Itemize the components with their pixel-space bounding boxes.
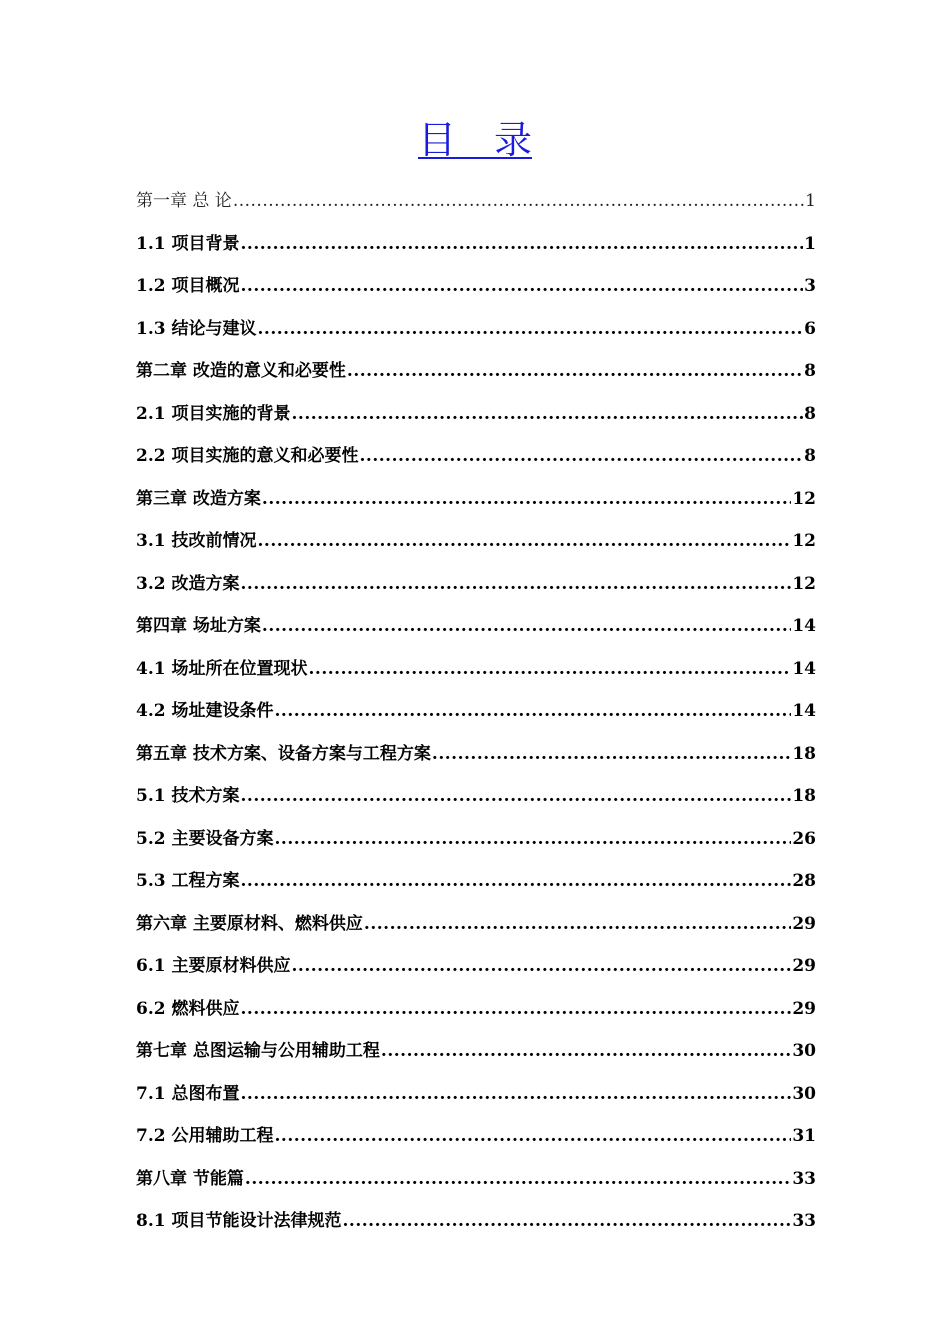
toc-entry[interactable] [136,350,816,393]
toc-entry-label: 1.2 项目概况 [136,276,240,296]
toc-entry-label: 8.1 项目节能设计法律规范 [136,1211,342,1231]
toc-entry-page-number: 30 [792,1041,816,1061]
toc-entry-page-number: 29 [792,998,816,1019]
toc-dot-leader [275,690,792,733]
toc-entry-label: 5.2 主要设备方案 [136,828,274,849]
toc-entry-page-number: 33 [792,1168,816,1189]
toc-entry[interactable] [136,1200,816,1243]
toc-entry-label: 第二章 改造的意义和必要性 [136,361,346,381]
toc-entry-label: 5.3 工程方案 [136,871,240,891]
toc-entry-page-number: 18 [792,786,816,806]
toc-dot-leader [360,435,804,478]
toc-entry-label: 3.1 技改前情况 [136,531,257,551]
toc-entry-label: 4.2 场址建设条件 [136,701,274,721]
toc-entry-label: 5.1 技术方案 [136,786,240,806]
toc-entry[interactable] [136,1073,816,1116]
toc-title [0,112,950,168]
toc-dot-leader [241,988,792,1031]
toc-entry-label: 1.1 项目背景 [136,233,240,254]
toc-entry[interactable] [136,1030,816,1073]
toc-entry[interactable] [136,988,816,1031]
toc-entry-label: 1.3 结论与建议 [136,318,257,339]
toc-entry-page-number: 12 [792,488,816,509]
toc-dot-leader [343,1200,792,1243]
toc-entry-label: 第八章 节能篇 [136,1168,244,1189]
toc-dot-leader [364,903,791,946]
toc-entry-label: 2.2 项目实施的意义和必要性 [136,446,359,466]
toc-entry-label: 第三章 改造方案 [136,488,261,509]
toc-entry[interactable] [136,563,816,606]
toc-entry-page-number: 12 [792,531,816,551]
toc-entry-label: 7.2 公用辅助工程 [136,1126,274,1146]
toc-entry-page-number: 8 [804,361,816,381]
toc-dot-leader [241,223,804,266]
toc-dot-leader [241,860,792,903]
toc-entry[interactable] [136,818,816,861]
toc-dot-leader [245,1158,791,1201]
toc-entry-label: 4.1 场址所在位置现状 [136,658,308,679]
toc-dot-leader [292,945,792,988]
toc-entry-page-number: 28 [792,871,816,891]
toc-dot-leader [262,605,791,648]
toc-entry[interactable] [136,435,816,478]
toc-entry[interactable] [136,308,816,351]
toc-title-link[interactable]: 目 录 [417,118,532,162]
toc-dot-leader [347,350,803,393]
toc-entry[interactable] [136,775,816,818]
toc-entry-label: 第五章 技术方案、设备方案与工程方案 [136,743,431,764]
toc-entry[interactable] [136,520,816,563]
toc-entry-page-number: 1 [805,191,816,211]
toc-entry-label: 7.1 总图布置 [136,1083,240,1104]
toc-entry-page-number: 31 [792,1126,816,1146]
toc-entry[interactable] [136,648,816,691]
toc-entry-page-number: 6 [804,318,816,339]
toc-entry-label: 2.1 项目实施的背景 [136,403,291,424]
toc-entry[interactable] [136,605,816,648]
toc-entry[interactable] [136,393,816,436]
toc-entry[interactable] [136,223,816,266]
toc-entry-page-number: 14 [792,658,816,679]
toc-entry[interactable] [136,180,816,223]
toc-entry-page-number: 3 [804,276,816,296]
toc-entry-page-number: 12 [792,573,816,594]
toc-entry-page-number: 14 [792,701,816,721]
toc-dot-leader [309,648,792,691]
toc-dot-leader [275,818,792,861]
toc-dot-leader [262,478,791,521]
toc-dot-leader [258,520,792,563]
toc-entry-page-number: 29 [792,956,816,976]
toc-entry-label: 第四章 场址方案 [136,616,261,636]
toc-entry-label: 第七章 总图运输与公用辅助工程 [136,1041,380,1061]
toc-entry[interactable] [136,1115,816,1158]
toc-entry-label: 第六章 主要原材料、燃料供应 [136,913,363,934]
toc-entry[interactable] [136,945,816,988]
toc-dot-leader [241,265,804,308]
toc-entry-page-number: 26 [792,828,816,849]
toc-entry-page-number: 14 [792,616,816,636]
toc-entry-page-number: 33 [792,1211,816,1231]
toc-entry-label: 3.2 改造方案 [136,573,240,594]
toc-entry[interactable] [136,690,816,733]
toc-entry[interactable] [136,478,816,521]
toc-entry-page-number: 1 [804,233,816,254]
toc-entry-page-number: 8 [804,446,816,466]
toc-dot-leader [432,733,791,776]
toc-dot-leader [275,1115,792,1158]
toc-entry-page-number: 29 [792,913,816,934]
toc-dot-leader [241,1073,792,1116]
toc-dot-leader [241,563,792,606]
toc-dot-leader [292,393,804,436]
toc-entry-label: 第一章 总 论 [136,191,232,211]
toc-entry-page-number: 18 [792,743,816,764]
toc-dot-leader [258,308,804,351]
toc-entry-page-number: 30 [792,1083,816,1104]
toc-entry-label: 6.2 燃料供应 [136,998,240,1019]
toc-entry[interactable] [136,733,816,776]
toc-dot-leader [233,180,804,223]
toc-entry-label: 6.1 主要原材料供应 [136,956,291,976]
toc-dot-leader [381,1030,791,1073]
toc-entry[interactable] [136,860,816,903]
toc-list [136,180,816,1243]
toc-entry[interactable] [136,265,816,308]
toc-entry-page-number: 8 [804,403,816,424]
toc-dot-leader [241,775,792,818]
toc-entry[interactable] [136,1158,816,1201]
toc-entry[interactable] [136,903,816,946]
